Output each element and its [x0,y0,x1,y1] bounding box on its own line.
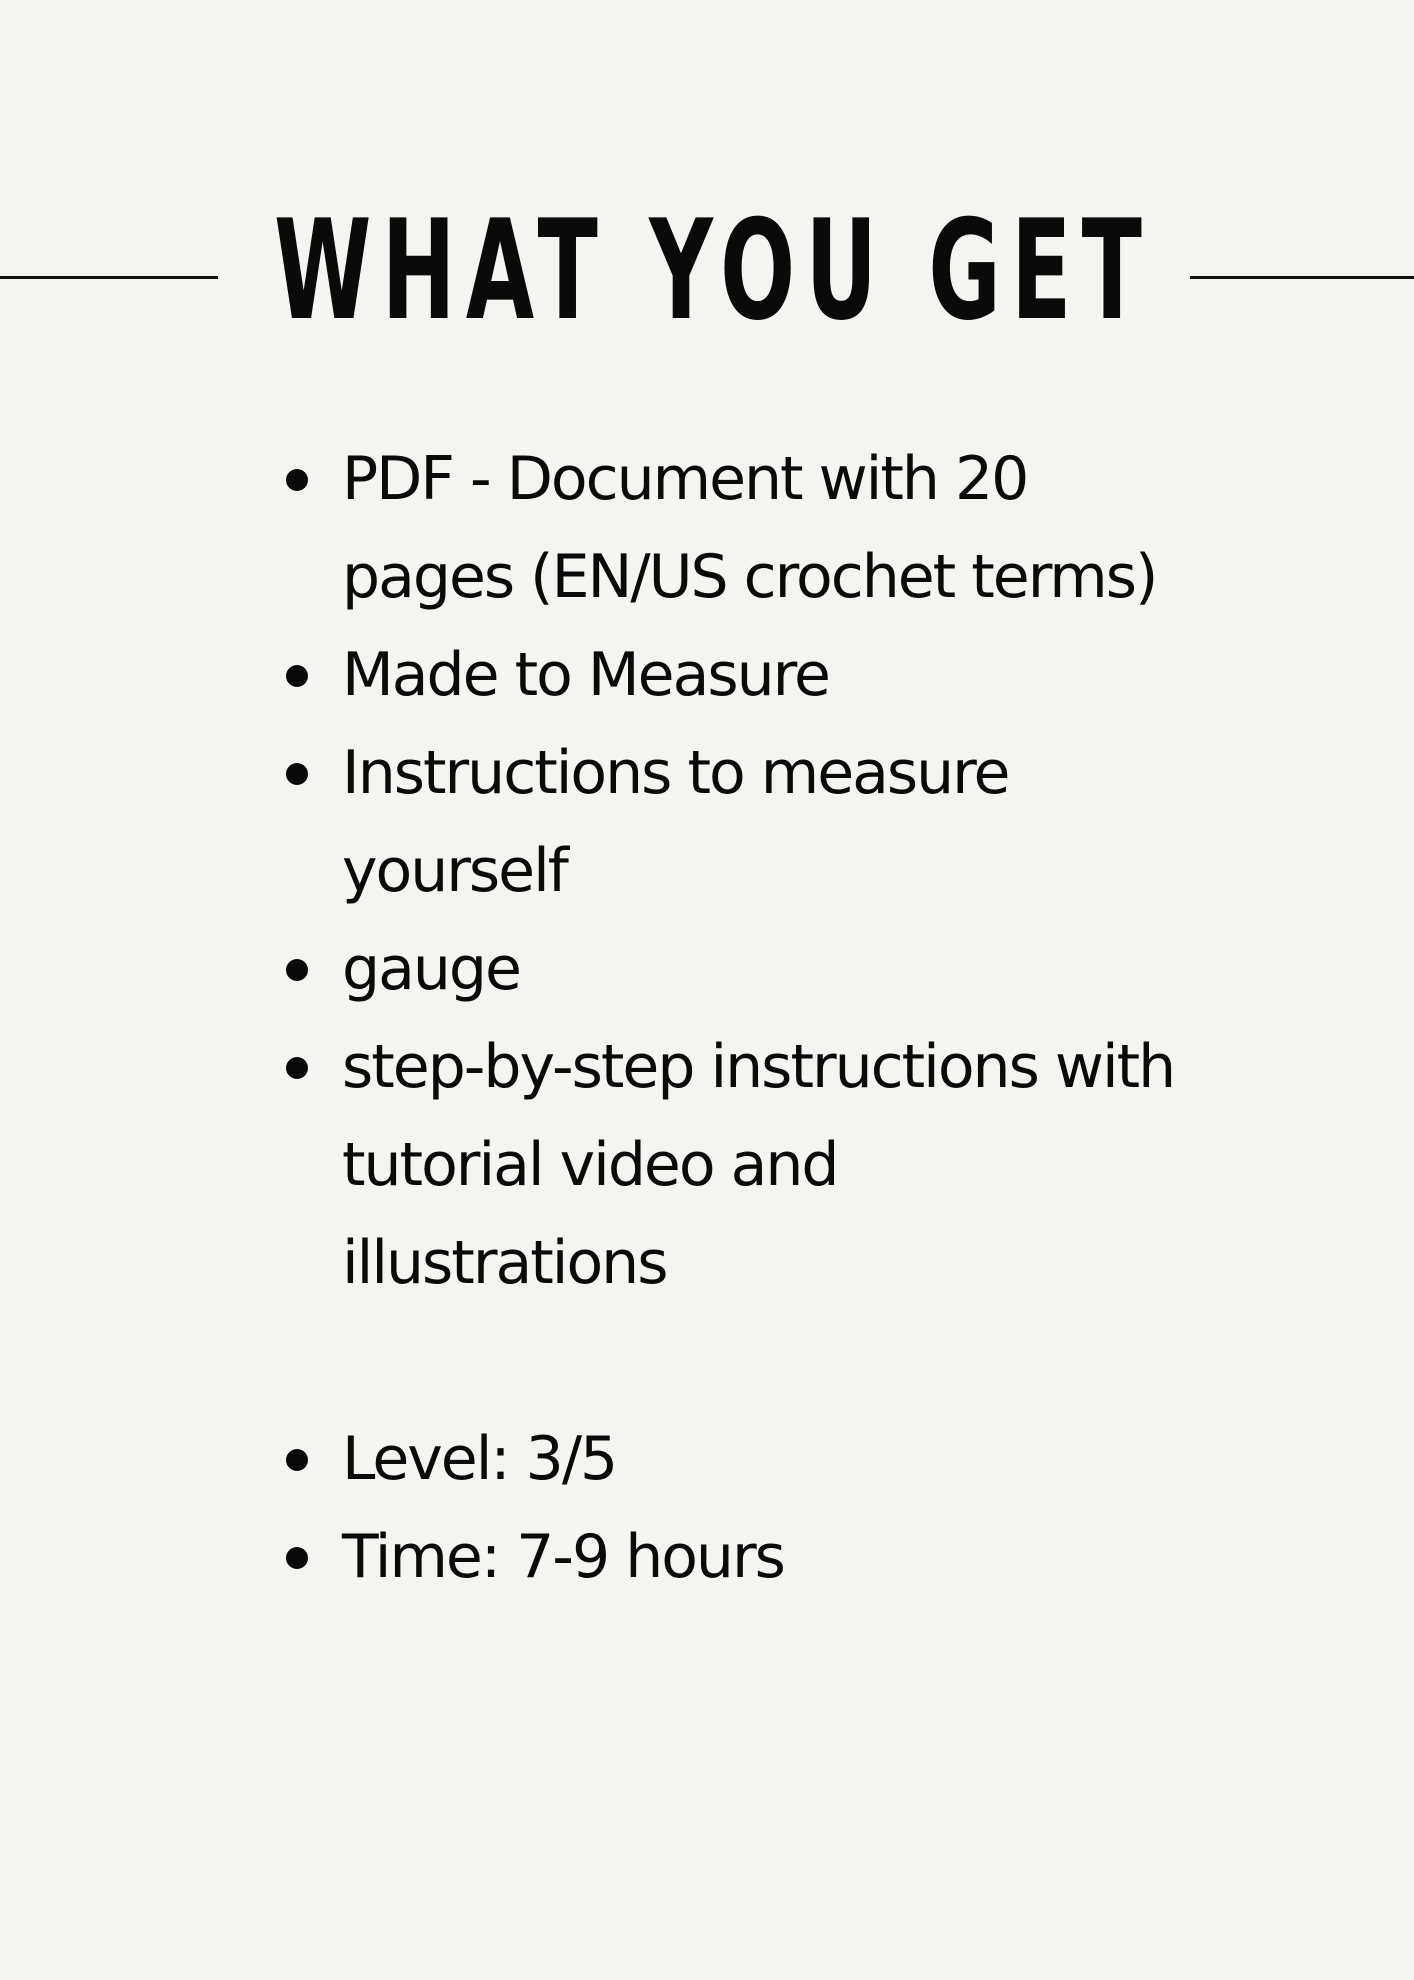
bullet-icon [286,763,308,785]
list-item [277,626,1177,724]
list-item-text: step-by-step instructions with tutorial video and illustrations [342,1032,1175,1298]
list-item-text: Made to Measure [342,640,829,710]
list-item [277,1508,1177,1606]
title-rule-left [0,276,218,279]
list-item-text: Time: 7-9 hours [342,1522,784,1592]
list-item-text: Level: 3/5 [342,1424,617,1494]
list-item [277,920,1177,1018]
feature-list [277,430,1177,1606]
title-rule-right [1190,276,1414,279]
list-item [277,1018,1177,1312]
bullet-icon [286,469,308,491]
bullet-icon [286,1449,308,1471]
list-item [277,430,1177,626]
list-spacer [277,1312,1177,1410]
bullet-icon [286,1057,308,1079]
list-item-text: gauge [342,934,520,1004]
list-item [277,1410,1177,1508]
page-title: WHAT YOU GET [274,190,1153,351]
bullet-icon [286,1547,308,1569]
bullet-icon [286,959,308,981]
list-item [277,724,1177,920]
bullet-icon [286,665,308,687]
list-item-text: Instructions to measure yourself [342,738,1009,906]
list-item-text: PDF - Document with 20 pages (EN/US crochet terms) [342,444,1157,612]
